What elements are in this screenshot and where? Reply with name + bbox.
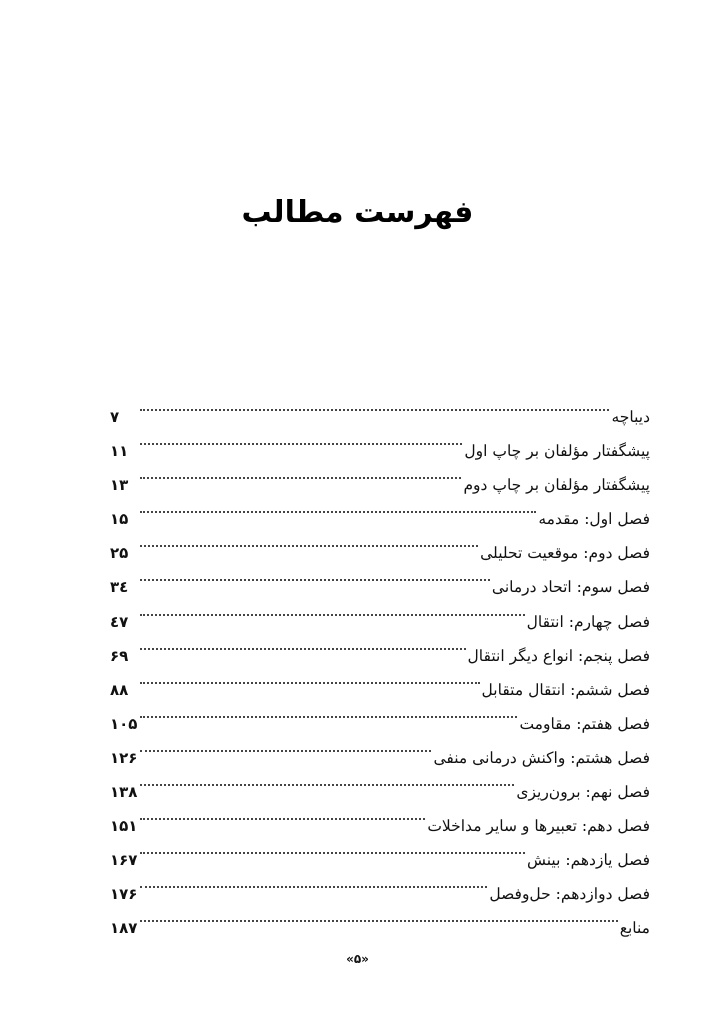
toc-entry-page-number: ۱۱ bbox=[110, 442, 129, 461]
toc-dot-leader bbox=[140, 763, 514, 797]
table-of-contents bbox=[110, 388, 650, 938]
toc-dot-leader bbox=[140, 797, 425, 831]
toc-entry-page-number: ۱۲۶ bbox=[110, 748, 138, 767]
toc-dot-leader bbox=[140, 627, 466, 661]
toc-dot-leader bbox=[140, 388, 609, 422]
toc-entry-label: فصل دوم: موقعیت تحلیلی bbox=[480, 544, 650, 563]
toc-entry-label: دیباچه bbox=[611, 408, 650, 426]
toc-dot-leader bbox=[140, 524, 478, 558]
toc-dot-leader bbox=[140, 831, 525, 865]
toc-entry bbox=[110, 388, 650, 426]
toc-entry-page-number: ۱۷۶ bbox=[110, 885, 138, 904]
toc-entry-label: فصل ششم: انتقال متقابل bbox=[481, 680, 650, 699]
toc-dot-leader bbox=[140, 729, 431, 763]
toc-entry-label: فصل هشتم: واکنش درمانی منفی bbox=[433, 748, 650, 767]
toc-dot-leader bbox=[140, 865, 487, 899]
toc-entry-page-number: ۷ bbox=[110, 408, 120, 426]
toc-entry-label: فصل یازدهم: بینش bbox=[526, 851, 650, 870]
toc-dot-leader bbox=[140, 490, 536, 524]
toc-entry-page-number: ۶۹ bbox=[110, 646, 129, 665]
toc-entry-label: فصل پنجم: انواع دیگر انتقال bbox=[467, 646, 650, 665]
toc-entry-page-number: ۱۸۷ bbox=[110, 919, 138, 938]
toc-entry-label: فصل چهارم: انتقال bbox=[526, 612, 650, 631]
toc-entry-label: فصل سوم: اتحاد درمانی bbox=[491, 578, 650, 597]
toc-dot-leader bbox=[140, 456, 461, 490]
toc-dot-leader bbox=[140, 422, 462, 456]
toc-dot-leader bbox=[140, 593, 525, 627]
toc-dot-leader bbox=[140, 695, 517, 729]
page-title: فهرست مطالب bbox=[241, 195, 474, 230]
toc-entry-label: فصل اول: مقدمه bbox=[538, 510, 650, 529]
toc-entry-page-number: ۱۳۸ bbox=[110, 783, 138, 802]
toc-dot-leader bbox=[140, 661, 480, 695]
toc-entry-page-number: ۱۶۷ bbox=[110, 851, 138, 870]
toc-entry bbox=[110, 422, 650, 461]
toc-entry-page-number: ۱۵۱ bbox=[110, 817, 138, 836]
toc-entry-page-number: ۱۵ bbox=[110, 510, 129, 529]
toc-entry-label: فصل هفتم: مقاومت bbox=[519, 714, 650, 733]
toc-entry-label: فصل دوازدهم: حل‌وفصل bbox=[489, 885, 650, 904]
toc-entry bbox=[110, 899, 650, 938]
toc-entry-label: پیشگفتار مؤلفان بر چاپ دوم bbox=[463, 476, 650, 495]
toc-entry-label: پیشگفتار مؤلفان بر چاپ اول bbox=[464, 442, 650, 461]
toc-entry-page-number: ۱۳ bbox=[110, 476, 129, 495]
toc-entry-page-number: ۸۸ bbox=[110, 680, 129, 699]
toc-entry-page-number: ۳٤ bbox=[110, 578, 129, 597]
toc-dot-leader bbox=[140, 558, 490, 592]
toc-entry-label: فصل نهم: برون‌ریزی bbox=[516, 783, 650, 802]
toc-entry-page-number: ۱۰۵ bbox=[110, 714, 138, 733]
toc-entry-label: فصل دهم: تعبیرها و سایر مداخلات bbox=[427, 817, 650, 836]
toc-entry-page-number: ٤۷ bbox=[110, 612, 129, 631]
page-number: «۵» bbox=[346, 952, 369, 966]
toc-entry-page-number: ۲۵ bbox=[110, 544, 129, 563]
toc-entry-label: منابع bbox=[619, 919, 650, 938]
toc-dot-leader bbox=[140, 899, 618, 933]
